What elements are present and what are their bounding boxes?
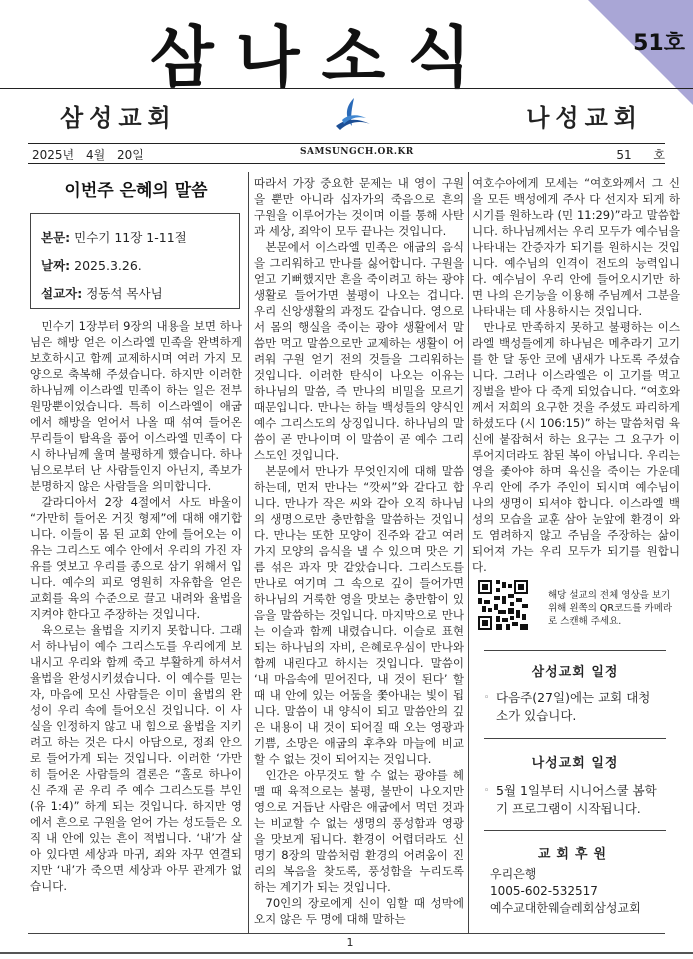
divider (0, 88, 693, 89)
date-label: 날짜: (41, 258, 71, 273)
divider (484, 830, 666, 832)
divider (0, 952, 693, 954)
naseong-schedule-title: 나성교회 일정 (531, 756, 619, 771)
church-name-right: 나성교회 (526, 104, 643, 132)
sermon-body-col1 (30, 318, 242, 894)
scripture-value: 민수기 11장 1-11절 (74, 230, 187, 245)
preacher-row (41, 284, 163, 302)
support-title: 교회후원 (537, 847, 613, 862)
date-value: 2025.3.26. (74, 258, 142, 273)
divider (28, 163, 665, 164)
paragraph: 70인의 장로에게 신이 임할 때 성막에 오지 않은 두 명에 대해 말하는 (254, 896, 464, 926)
preacher-label: 설교자: (41, 286, 83, 301)
sermon-info-box (30, 213, 240, 309)
scripture-row (41, 228, 187, 246)
schedule-item: ◦ 5월 1일부터 시니어스쿨 봄학기 프로그램이 시작됩니다. (484, 783, 657, 816)
issue-number: 51 호 (616, 148, 665, 162)
leaf-wave-logo-icon (332, 96, 372, 132)
paragraph: 만나로 만족하지 못하고 불평하는 이스라엘 백성들에게 하나님은 메추라기 고기를 한 달 동안 코에 냄새가 나도록 주셨습니다. 그러나 이스라엘은 이 고기를 먹고 징벌을 받아 다 죽게 되었습니다. “여호와께서 저희의 요구한 것을 주셨도 파리하게 하셨도다 (시 106:15)” 하는 말씀처럼 육신에 붙잡혀서 하는 요구는 그 요구가 이루어지더라도 참된 복이 아닙니다. 우리는 영을 좇아야 하며 육신을 죽이는 가운데 우리 안에 주가 주인이 되시며 예수님이 나의 생명이 되셔야 합니다. 이스라엘 백성의 모습을 교훈 삼아 눈앞에 환경이 와도 염려하지 않고 주님을 주장하는 삶이 되어져 가는 우리 모두가 되기를 원합니다. (472, 320, 680, 574)
support-bank: 우리은행 (490, 867, 537, 881)
qr-code-icon[interactable] (478, 580, 528, 630)
dateline (32, 146, 665, 162)
paragraph: 본문에서 이스라엘 민족은 애굽의 음식을 그리워하고 만나를 싫어합니다. 구원을 얻고 기뻐했지만 흔을 죽이려고 하는 광야 생활로 들어가면 불평이 나오는 겁니다. 우리 신앙생활의 과정도 같습니다. 영으로서 몸의 행실을 죽이는 광야 생활에서 말씀만 먹고 말씀으로만 교제하는 생활이 어려워 구원 얻기 전의 것들을 그리워하는 것입니다. 이러한 탄식이 나오는 이유는 하나님의 말씀, 즉 만나의 비밀을 모르기 때문입니다. 만나는 하늘 백성들의 양식인 예수 그리스도의 상징입니다. 하나님의 말씀이 곧 만나이며 이 말씀이 곧 예수 그리스도인 것입니다. (254, 240, 464, 462)
issue-date: 2025년 4월 20일 (32, 148, 144, 162)
scripture-label: 본문: (41, 230, 71, 245)
schedule-item: ◦ 다음주(27일)에는 교회 대청소가 있습니다. (484, 690, 651, 723)
divider (484, 650, 666, 652)
paragraph: 민수기 1장부터 9장의 내용을 보면 하나님은 해방 얻은 이스라엘 민족을 완벽하게 보호하시고 함께 교제하시며 여러 가지 모양으로 축복해 주셨습니다. 하지만 이러한 하나님께 이스라엘 민족이 하는 일은 전부 원망뿐이었습니다. 특히 이스라엘이 애굽에서 해방을 얻어서 나올 때 섞여 들어온 무리들이 탐욕을 품어 이스라엘 민족이 다시 하나님께 울며 불평하게 했습니다. 하나님으로부터 난 사람들인지 아닌지, 족보가 분명하지 않은 사람들을 의미합니다. (30, 319, 242, 493)
support-account-number: 1005-602-532517 (490, 884, 598, 898)
samsung-schedule-title: 삼성교회 일정 (531, 665, 619, 680)
church-name-left: 삼성교회 (60, 104, 177, 132)
preacher-value: 정동석 목사님 (86, 286, 163, 301)
divider (484, 738, 666, 740)
newsletter-title: 삼나소식 (150, 19, 494, 96)
column-divider (468, 172, 469, 933)
bullet-icon: ◦ (484, 786, 490, 796)
sermon-body-col3 (472, 175, 680, 575)
date-row (41, 256, 142, 274)
sermon-heading: 이번주 은혜의 말씀 (64, 181, 208, 201)
support-account-holder: 예수교대한웨슬레회삼성교회 (490, 901, 641, 915)
paragraph: 따라서 가장 중요한 문제는 내 영이 구원을 뿐만 아니라 십자가의 죽음으로 흔의 구원을 이루어가는 것이며 이를 통해 사탄과 세상, 죄악이 모두 끝나는 것입니다. (254, 176, 464, 238)
issue-badge: 51호 (633, 31, 685, 56)
paragraph: 여호수아에게 모세는 “여호와께서 그 신을 모든 백성에게 주사 다 선지자 되게 하시기를 원하노라 (민 11:29)”라고 말씀합니다. 하나님께서는 우리 모두가 예수님을 나타내는 간증자가 되기를 원하시는 것입니다. 예수님의 인격이 전도의 능력입니다. 예수님이 우리 안에 들어오시기만 하면 나의 은기능을 이용해 주님께서 그분을 나타내는 데 사용하시는 것입니다. (472, 176, 680, 318)
paragraph: 본문에서 만나가 무엇인지에 대해 말씀하는데, 먼저 만나는 “깟씨”와 같다고 합니다. 만나가 작은 씨와 같아 오직 하나님의 생명으로만 충만함을 말씀하는 것입니다. 만나는 또한 모양이 진주와 같고 여러 가지 모양의 음식을 낼 수 있으며 맛은 기름 섞은 과자 맛 같았습니다. 그리스도를 만나로 여기며 그 속으로 깊이 들어가면 하나님의 거룩한 영을 맛보는 충만함이 있음을 말씀하는 것입니다. 마지막으로 만나는 이슬과 함께 내렸습니다. 이슬로 표현되는 하나님의 자비, 은혜로우심이 만나와 함께 내린다고 하시는 것입니다. 말씀이 ‘내 마음속에 믿어진다, 내 것이 된다’ 할 때 내 안에 있는 어둠을 쫓아내는 빛이 됩니다. 말씀이 내 양식이 되고 말씀안의 깊은 내용이 내 것이 되어질 때 오는 영광과 기쁨, 소망은 애굽의 후추와 마늘에 비교할 수 없는 것이 되어지는 것입니다. (254, 464, 464, 766)
page-number: 1 (346, 936, 354, 949)
website-link[interactable]: SAMSUNGCH.OR.KR (300, 147, 414, 157)
divider (28, 143, 665, 144)
divider (28, 933, 665, 934)
paragraph: 인간은 아무것도 할 수 없는 광야를 헤맬 때 육적으로는 불평, 불만이 나오지만 영으로 거듭난 사람은 애굽에서 먹던 것과는 비교할 수 없는 생명의 풍성함과 영광을 맛보게 됩니다. 환경이 어렵더라도 신명기 8장의 말씀처럼 환경의 어려움이 진리의 복음을 찾도록, 풍성함을 누리도록 하는 계기가 되는 것입니다. (254, 768, 464, 894)
bullet-icon: ◦ (484, 693, 490, 703)
column-divider (248, 172, 249, 933)
qr-caption: 해당 설교의 전체 영상을 보기 위해 왼쪽의 QR코드를 카메라로 스캔해 주세요. (548, 590, 673, 627)
sermon-body-col2 (254, 175, 464, 927)
paragraph: 육으로는 율법을 지키지 못합니다. 그래서 하나님이 예수 그리스도를 우리에게 보내시고 우리와 함께 죽고 부활하게 하셔서 율법을 완성시키셨습니다. 이 예수를 믿는 자, 마음에 모신 사람들은 이미 율법의 완성이 우리 속에 들어오신 것입니다. 이 사실을 인정하지 않고 내 힘으로 율법을 지키려고 하는 것은 다시 아담으로, 정죄 안으로 들어가게 되는 것입니다. 이러한 ‘가만히 들어온 사람들의 결론은 “홀로 하나이신 주재 곧 우리 주 예수 그리스도를 부인 (유 1:4)” 하게 되는 것입니다. 하지만 영에서 흔으로 구원을 얻어 가는 성도들은 오직 내 안에 있는 흔이 적법니다. ‘내’가 살아 있다면 세상과 마귀, 죄와 자꾸 연결되지만 ‘내’가 죽으면 세상과 아무 관계가 없습니다. (30, 623, 242, 893)
paragraph: 갈라디아서 2장 4절에서 사도 바울이 “가만히 들어온 거짓 형제”에 대해 얘기합니다. 이들이 몸 된 교회 안에 들어오는 이유는 그리스도 예수 안에서 우리의 가진 자유를 엿보고 우리를 종으로 삼기 위해서 입니다. 예수의 피로 영원히 자유함을 얻은 교회를 육의 수준으로 끌고 내려와 율법을 지켜야 한다고 주장하는 것입니다. (30, 495, 242, 621)
